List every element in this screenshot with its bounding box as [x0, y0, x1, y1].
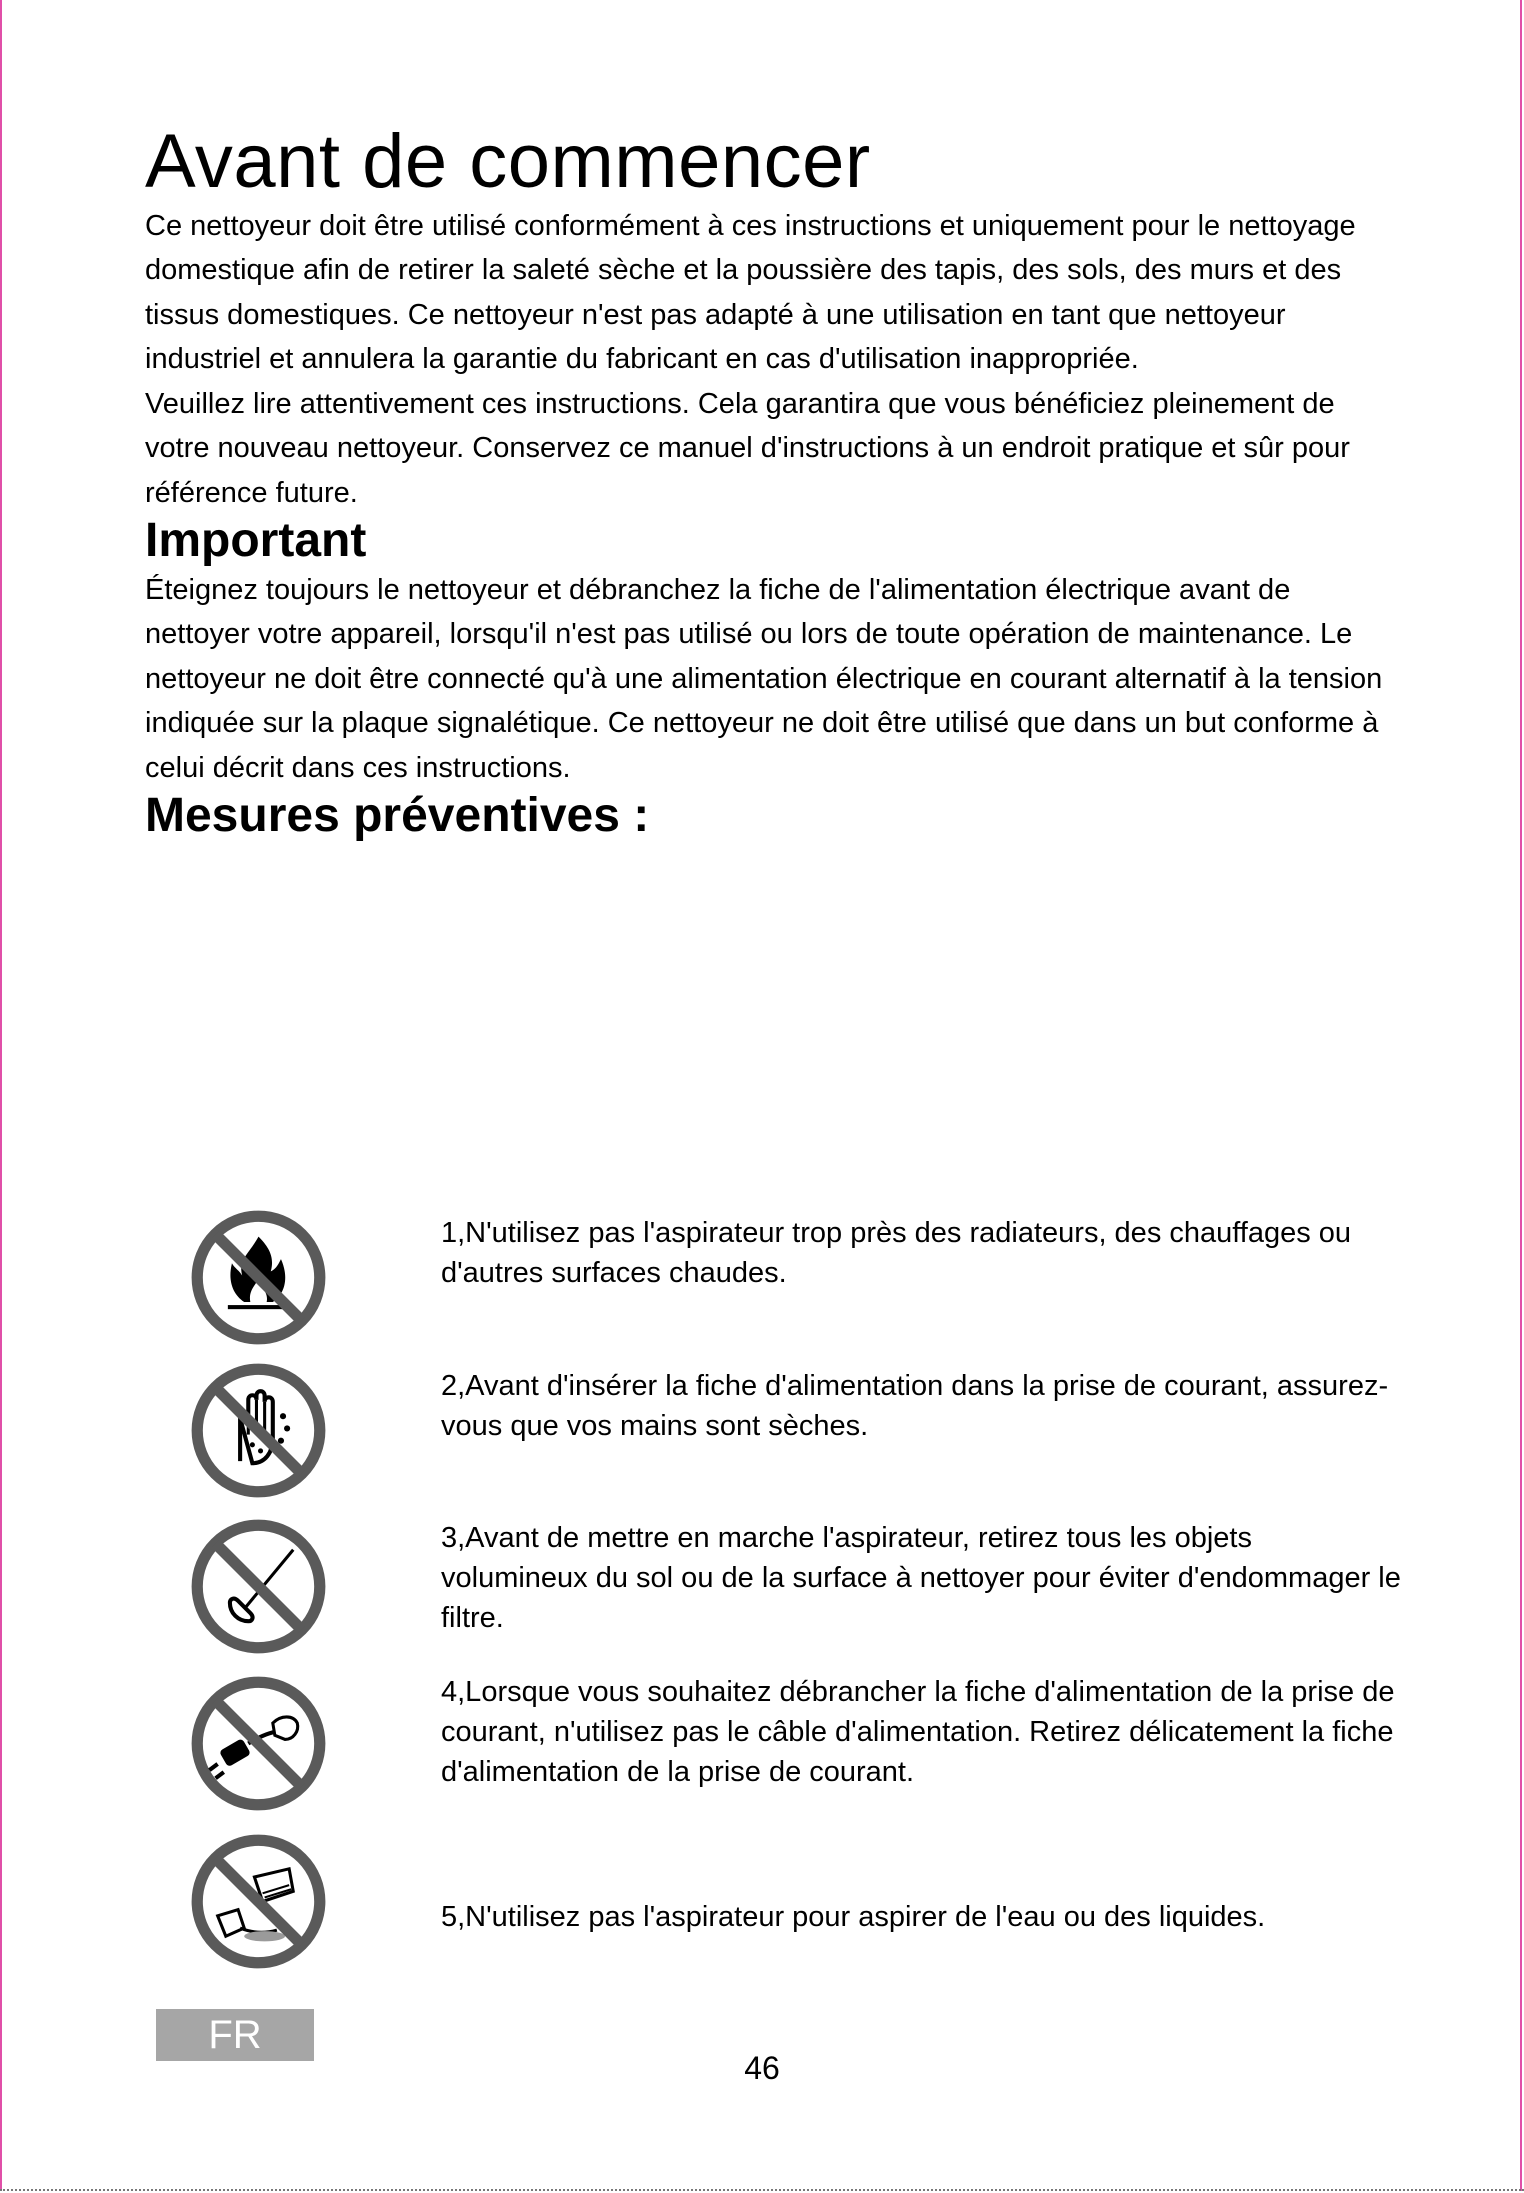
bottom-rule [0, 2189, 1524, 2191]
no-liquids-icon [187, 1830, 330, 1973]
language-badge: FR [156, 2009, 314, 2061]
page-number: 46 [744, 2050, 780, 2086]
measure-text-1: 1,N'utilisez pas l'aspirateur trop près des radiateurs, des chauffages ou d'autres surfaces chaudes. [441, 1217, 1352, 1289]
main-content [145, 120, 1395, 843]
important-paragraph: Éteignez toujours le nettoyeur et débranchez la fiche de l'alimentation électrique avant de nettoyer votre appareil, lorsqu'il n'est pas utilisé ou lors de toute opération de maintenance. Le nettoyeur ne doit être connecté qu'à une alimentation électrique en courant alternatif à la tension indiquée sur la plaque signalétique. Ce nettoyeur ne doit être utilisé que dans un but conforme à celui décrit dans ces instructions. [145, 573, 1383, 784]
no-wet-hands-icon [187, 1359, 330, 1502]
measure-text-4: 4,Lorsque vous souhaitez débrancher la fiche d'alimentation de la prise de courant, n'utilisez pas le câble d'alimentation. Retirez délicatement la fiche d'alimentation de la prise de courant. [441, 1676, 1395, 1788]
measures-heading: Mesures préventives : [145, 789, 650, 843]
important-heading: Important [145, 514, 367, 568]
intro-paragraph-1: Ce nettoyeur doit être utilisé conformément à ces instructions et uniquement pour le nettoyage domestique afin de retirer la saleté sèche et la poussière des tapis, des sols, des murs et des tissus domestiques. Ce nettoyeur n'est pas adapté à une utilisation en tant que nettoyeur industriel et annulera la garantie du fabricant en cas d'utilisation inappropriée. [145, 209, 1356, 376]
no-heat-icon [187, 1206, 330, 1349]
measure-text-3: 3,Avant de mettre en marche l'aspirateur, retirez tous les objets volumineux du sol ou de la surface à nettoyer pour éviter d'endommager le filtre. [441, 1522, 1401, 1634]
page-title: Avant de commencer [145, 119, 871, 204]
measure-text-5: 5,N'utilisez pas l'aspirateur pour aspirer de l'eau ou des liquides. [441, 1901, 1266, 1933]
no-pull-cord-icon [187, 1672, 330, 1815]
no-sharp-objects-icon [187, 1515, 330, 1658]
measure-text-2: 2,Avant d'insérer la fiche d'alimentation dans la prise de courant, assurez-vous que vos mains sont sèches. [441, 1370, 1389, 1442]
intro-paragraph-2: Veuillez lire attentivement ces instructions. Cela garantira que vous bénéficiez pleinement de votre nouveau nettoyeur. Conservez ce manuel d'instructions à un endroit pratique et sûr pour référence future. [145, 387, 1350, 509]
